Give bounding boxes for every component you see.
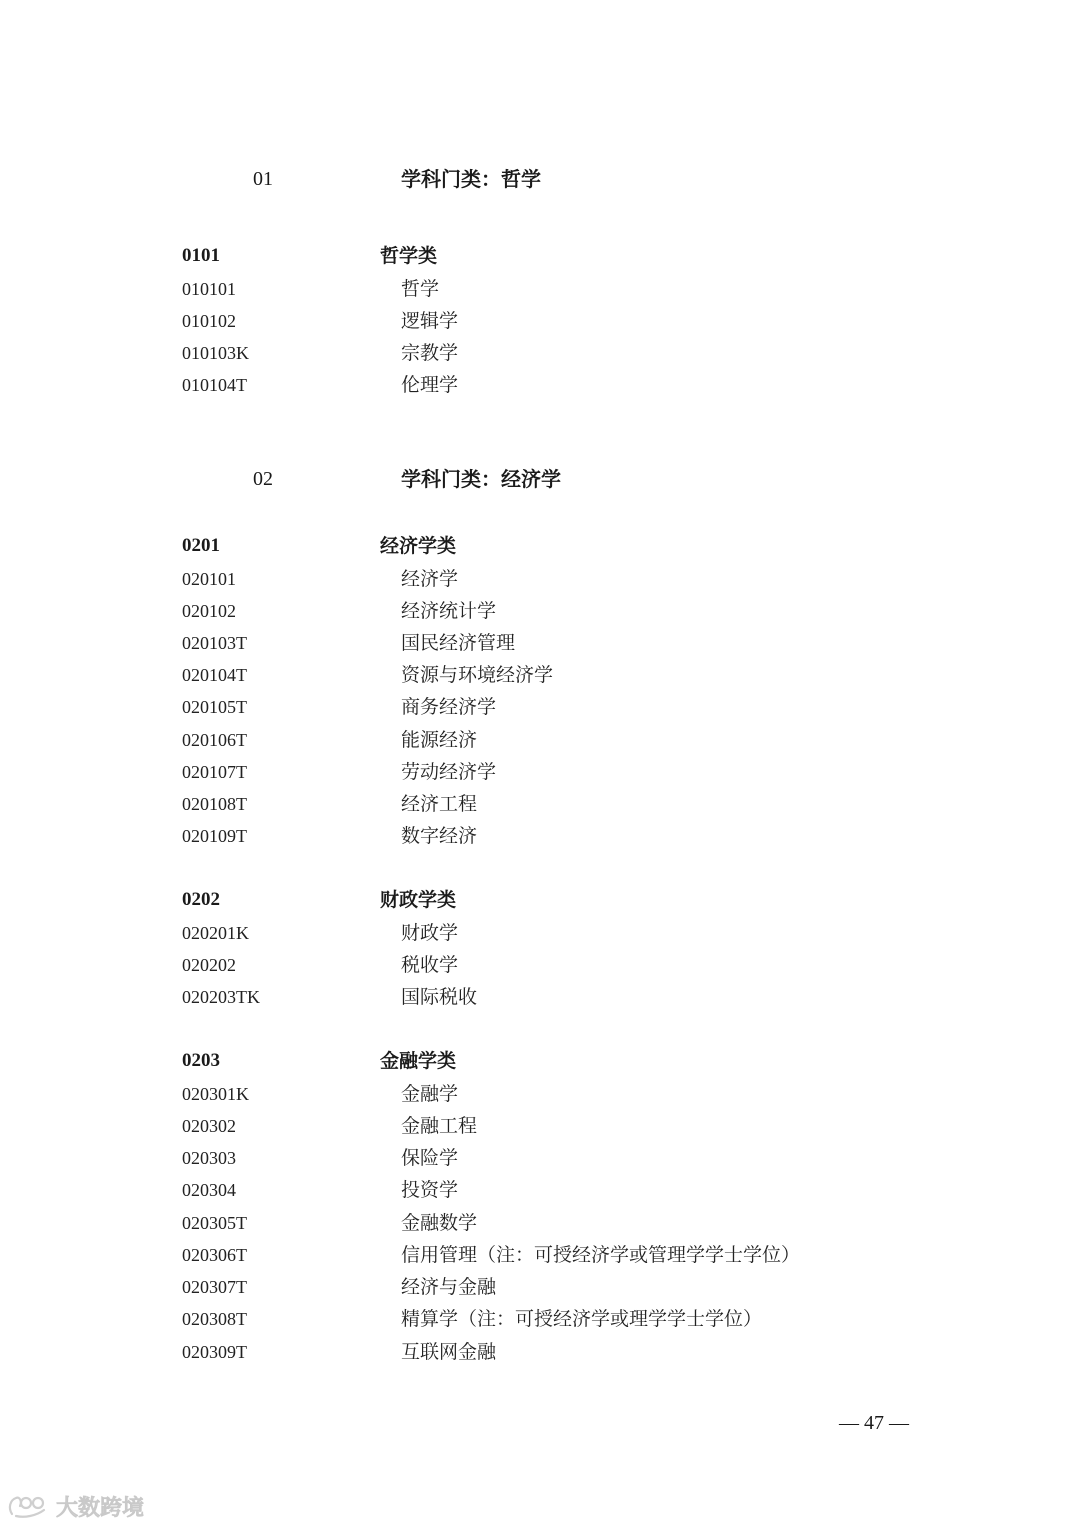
major-row (0, 628, 1080, 658)
major-code: 020203TK (182, 987, 260, 1007)
major-code: 020106T (182, 730, 247, 750)
major-row (0, 1175, 1080, 1205)
major-name: 精算学（注：可授经济学或理学学士学位） (401, 1308, 763, 1330)
major-row (0, 950, 1080, 980)
major-row (0, 1272, 1080, 1302)
major-row (0, 564, 1080, 594)
major-name: 保险学 (401, 1147, 459, 1169)
major-row (0, 1143, 1080, 1173)
major-code: 010102 (182, 311, 236, 331)
group-title: 财政学类 (380, 889, 457, 911)
section-code: 01 (253, 168, 273, 190)
major-name: 国际税收 (401, 986, 478, 1008)
major-name: 数字经济 (401, 825, 478, 847)
major-code: 020105T (182, 697, 247, 717)
major-name: 劳动经济学 (401, 761, 497, 783)
major-name: 哲学 (401, 278, 440, 300)
major-row (0, 757, 1080, 787)
major-row (0, 596, 1080, 626)
major-row (0, 982, 1080, 1012)
page-number: — 47 — (839, 1412, 909, 1434)
major-row (0, 725, 1080, 755)
section-title: 学科门类：哲学 (401, 167, 541, 191)
major-code: 020305T (182, 1213, 247, 1233)
major-row (0, 338, 1080, 368)
group-code: 0201 (182, 535, 220, 556)
group-title: 金融学类 (380, 1050, 457, 1072)
major-row (0, 370, 1080, 400)
group-title: 经济学类 (380, 535, 457, 557)
major-name: 宗教学 (401, 342, 459, 364)
major-code: 020202 (182, 955, 236, 975)
major-code: 020306T (182, 1245, 247, 1265)
group-heading (0, 885, 1080, 915)
major-code: 020303 (182, 1148, 236, 1168)
major-code: 020309T (182, 1342, 247, 1362)
major-name: 信用管理（注：可授经济学或管理学学士学位） (401, 1244, 801, 1266)
major-row (0, 660, 1080, 690)
watermark-text: 大数跨境 (56, 1495, 145, 1521)
major-row (0, 274, 1080, 304)
major-code: 020107T (182, 762, 247, 782)
major-code: 020103T (182, 633, 247, 653)
major-name: 经济与金融 (401, 1276, 497, 1298)
major-name: 金融学 (401, 1083, 459, 1105)
major-name: 伦理学 (401, 374, 459, 396)
major-name: 经济统计学 (401, 600, 497, 622)
major-name: 商务经济学 (401, 696, 497, 718)
group-code: 0101 (182, 245, 220, 266)
major-code: 020109T (182, 826, 247, 846)
watermark-logo-icon (6, 1492, 50, 1520)
major-code: 020301K (182, 1084, 249, 1104)
major-name: 逻辑学 (401, 310, 459, 332)
major-row (0, 821, 1080, 851)
section-code: 02 (253, 468, 273, 490)
group-title: 哲学类 (380, 245, 438, 267)
major-row (0, 1208, 1080, 1238)
major-name: 互联网金融 (401, 1341, 497, 1363)
major-code: 020104T (182, 665, 247, 685)
group-heading (0, 1046, 1080, 1076)
major-code: 020102 (182, 601, 236, 621)
section-heading (0, 464, 1080, 494)
section-heading (0, 164, 1080, 194)
major-code: 020304 (182, 1180, 236, 1200)
major-name: 资源与环境经济学 (401, 664, 554, 686)
major-row (0, 1079, 1080, 1109)
major-code: 020101 (182, 569, 236, 589)
major-row (0, 1111, 1080, 1141)
major-row (0, 789, 1080, 819)
major-row (0, 692, 1080, 722)
major-code: 020108T (182, 794, 247, 814)
major-row (0, 306, 1080, 336)
major-code: 020308T (182, 1309, 247, 1329)
major-name: 投资学 (401, 1179, 459, 1201)
major-name: 金融数学 (401, 1212, 478, 1234)
section-title: 学科门类：经济学 (401, 467, 561, 491)
major-name: 经济学 (401, 568, 459, 590)
group-code: 0202 (182, 889, 220, 910)
major-code: 010101 (182, 279, 236, 299)
major-row (0, 1240, 1080, 1270)
major-name: 金融工程 (401, 1115, 478, 1137)
major-code: 020307T (182, 1277, 247, 1297)
major-name: 国民经济管理 (401, 632, 516, 654)
group-heading (0, 531, 1080, 561)
major-name: 能源经济 (401, 729, 478, 751)
group-code: 0203 (182, 1050, 220, 1071)
group-heading (0, 241, 1080, 271)
major-name: 经济工程 (401, 793, 478, 815)
major-row (0, 1304, 1080, 1334)
major-row (0, 918, 1080, 948)
major-row (0, 1337, 1080, 1367)
major-code: 010103K (182, 343, 249, 363)
major-code: 010104T (182, 375, 247, 395)
major-code: 020201K (182, 923, 249, 943)
major-name: 财政学 (401, 922, 459, 944)
major-name: 税收学 (401, 954, 459, 976)
watermark (6, 1490, 144, 1522)
major-code: 020302 (182, 1116, 236, 1136)
